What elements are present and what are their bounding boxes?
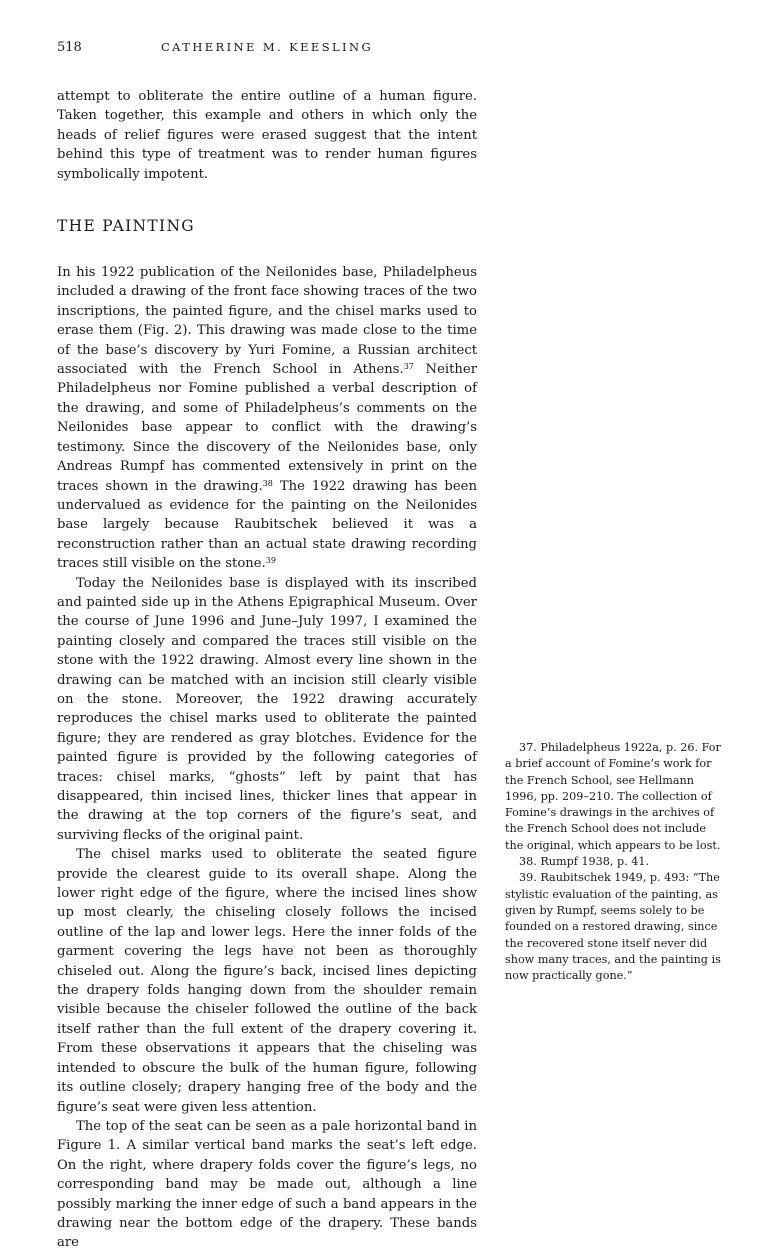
footnote-39: 39. Raubitschek 1949, p. 493: “The stylistic evaluation of the painting, as given by Rumpf, seems solely to be founded on a restored drawing, since the recovered stone itself never did show many traces, and the painting is now practically gone.”: [505, 871, 721, 983]
paragraph-1-text-b: Neither Philadelpheus nor Fomine published a verbal description of the drawing, and some of Philadelpheus’s comments on the Neilonides base appear to conflict with the drawing’s testimony. Since the discovery of the Neilonides base, only Andreas Rumpf has commented extensively in print on the traces shown in the drawing.: [57, 362, 477, 494]
footnote-ref-39: 39: [265, 556, 276, 566]
paragraph-1-text-a: In his 1922 publication of the Neilonides base, Philadelpheus included a drawing of the front face showing traces of the two inscriptions, the painted figure, and the chisel marks used to erase them (Fig. 2). This drawing was made close to the time of the base’s discovery by Yuri Fomine, a Russian architect associated with the French School in Athens.: [57, 265, 477, 378]
footnotes-column: [505, 740, 727, 984]
footnote-ref-37: 37: [403, 362, 414, 372]
footnote-38: 38. Rumpf 1938, p. 41.: [519, 855, 650, 869]
page-header: [57, 40, 477, 62]
paragraph-1: [57, 263, 477, 574]
paragraph-2: Today the Neilonides base is displayed with its inscribed and painted side up in the Athens Epigraphical Museum. Over the course of June 1996 and June–July 1997, I examined the painting closely and compared the traces still visible on the stone with the 1922 drawing. Almost every line shown in the drawing can be matched with an incision still clearly visible on the stone. Moreover, the 1922 drawing accurately reproduces the chisel marks used to obliterate the painted figure; they are rendered as gray blotches. Evidence for the painted figure is provided by the following categories of traces: chisel marks, “ghosts” left by paint that has disappeared, thin incised lines, thicker lines that appear in the drawing at the top corners of the figure’s seat, and surviving flecks of the original paint.: [57, 575, 477, 843]
paragraph-4: The top of the seat can be seen as a pale horizontal band in Figure 1. A similar vertical band marks the seat’s left edge. On the right, where drapery folds cover the figure’s legs, no corresponding band may be made out, although a line possibly marking the inner edge of such a band appears in the drawing near the bottom edge of the drapery. These bands are: [57, 1118, 477, 1251]
footnote-37: 37. Philadelpheus 1922a, p. 26. For a brief account of Fomine’s work for the French School, see Hellmann 1996, pp. 209–210. The collection of Fomine’s drawings in the archives of the French School does not include the original, which appears to be lost.: [505, 741, 721, 852]
paragraph-continued: attempt to obliterate the entire outline of a human figure. Taken together, this example and others in which only the heads of relief figures were erased suggest that the intent behind this type of treatment was to render human figures symbolically impotent.: [57, 89, 477, 182]
footnote-ref-38: 38: [262, 478, 273, 488]
page-number: 518: [57, 40, 82, 55]
running-head: CATHERINE M. KEESLING: [160, 40, 374, 54]
paragraph-3: The chisel marks used to obliterate the seated figure provide the clearest guide to its overall shape. Along the lower right edge of the figure, where the incised lines show up most clearly, the chiseling closely follows the incised outline of the lap and lower legs. Here the inner folds of the garment covering the legs have not been as thoroughly chiseled out. Along the figure’s back, incised lines depicting the drapery folds hanging down from the shoulder remain visible because the chiseler followed the outline of the back itself rather than the full extent of the drapery covering it. From these observations it appears that the chiseling was intended to obscure the bulk of the human figure, following its outline closely; drapery hanging free of the body and the figure’s seat were given less attention.: [57, 847, 477, 1115]
section-heading: THE PAINTING: [57, 217, 195, 236]
paragraph-1-text-c: The 1922 drawing has been undervalued as evidence for the painting on the Neilonides base largely because Raubitschek believed it was a reconstruction rather than an actual state drawing recording traces still visible on the stone.: [57, 478, 477, 572]
main-text-column: [57, 87, 477, 1253]
